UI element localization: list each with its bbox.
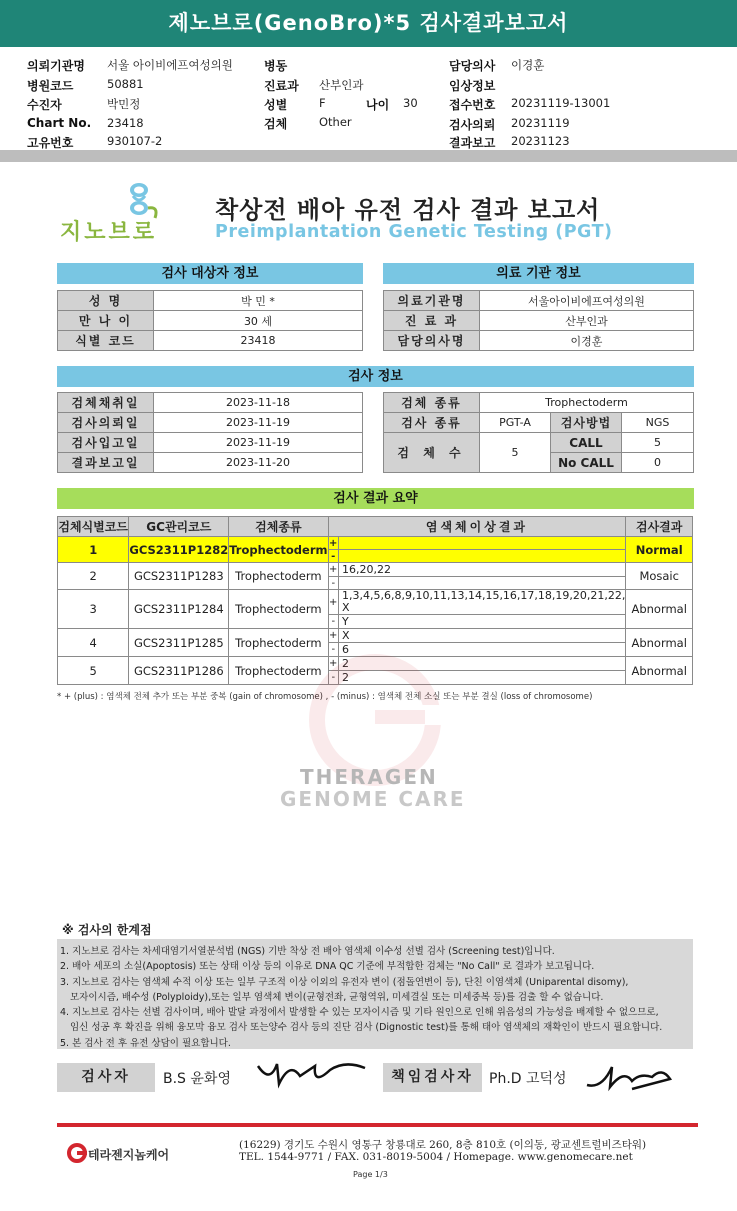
- test-info-title: 검사 정보: [57, 366, 694, 387]
- genobro-logo-text: 지노브로: [60, 220, 158, 245]
- row2-gc: GCS2311P1283: [129, 563, 229, 590]
- receipt-label: 접수번호: [449, 98, 496, 112]
- responsible-signature: [582, 1055, 677, 1095]
- limitation-line-2: 2. 배아 세포의 소실(Apoptosis) 또는 상태 이상 등의 이유로 DNA QC 기준에 부적합한 검체는 "No Call" 로 결과가 보고됩니다.: [60, 961, 595, 972]
- row2-id: 2: [58, 563, 129, 590]
- summary-title: 검사 결과 요약: [57, 488, 694, 509]
- test-type-value: PGT-A: [480, 413, 551, 433]
- row2-result: Mosaic: [626, 563, 693, 590]
- tester-label: 검사자: [57, 1063, 155, 1092]
- row4-id: 4: [58, 629, 129, 657]
- table-row: [58, 590, 693, 615]
- row3-plus-line2: X: [342, 601, 350, 614]
- doctor-value: 이경훈: [511, 58, 545, 72]
- collection-date-value: 2023-11-18: [154, 393, 363, 413]
- unique-no-value: 930107-2: [107, 134, 163, 148]
- row3-plus-line1: 1,3,4,5,6,8,9,10,11,13,14,15,16,17,18,19,20,21,22,: [342, 589, 626, 602]
- company-name: 테라젠지놈케어: [88, 1148, 170, 1162]
- col-test-result: 검사결과: [626, 517, 693, 537]
- report-label: 결과보고: [449, 136, 496, 150]
- test-spec-table: [383, 392, 694, 473]
- report-date-label: 결과보고일: [58, 453, 154, 473]
- specimen-value: Other: [319, 115, 352, 129]
- subject-id-label: 식별 코드: [58, 331, 154, 351]
- institution-info-title: 의료 기관 정보: [383, 263, 694, 284]
- row3-gc: GCS2311P1284: [129, 590, 229, 629]
- inst-name-value: 서울아이비에프여성의원: [480, 291, 694, 311]
- subject-id-value: 23418: [154, 331, 363, 351]
- test-type-label: 검사 종류: [384, 413, 480, 433]
- page-number: Page 1/3: [353, 1170, 388, 1179]
- institution-label: 의뢰기관명: [27, 59, 85, 73]
- specimen-type-value: Trophectoderm: [480, 393, 694, 413]
- request-value: 20231119: [511, 116, 570, 130]
- watermark-text-line1: THERAGEN: [300, 765, 438, 789]
- row5-plus-sign: +: [329, 658, 338, 669]
- institution-info-table: [383, 290, 694, 351]
- row4-gc: GCS2311P1285: [129, 629, 229, 657]
- specimen-count-label: 검 체 수: [384, 433, 480, 473]
- row5-gc: GCS2311P1286: [129, 657, 229, 685]
- test-dates-table: [57, 392, 363, 473]
- row2-minus-sign: -: [328, 577, 339, 590]
- limitation-line-4: 모자이시즘, 배수성 (Polyploidy),또는 일부 염색체 변이(균형전좌, 균형역위, 미세결실 또는 미세중복 등)를 검출 할 수 없습니다.: [70, 992, 604, 1003]
- specimen-count-value: 5: [480, 433, 551, 473]
- row4-minus-sign: -: [328, 643, 339, 657]
- row3-plus-sign: +: [328, 590, 339, 615]
- inst-doctor-value: 이경훈: [480, 331, 694, 351]
- row2-type: Trophectoderm: [229, 563, 328, 590]
- footer-divider: [57, 1123, 698, 1127]
- sex-value: F: [319, 96, 326, 110]
- row2-plus-chromosomes: 16,20,22: [339, 563, 626, 577]
- row2-minus-chromosomes: [339, 577, 626, 590]
- tester-name: B.S 윤화영: [163, 1071, 231, 1087]
- method-value: NGS: [622, 413, 694, 433]
- row1-result: Normal: [626, 537, 693, 563]
- results-footnote: * + (plus) : 염색체 전체 추가 또는 부분 중복 (gain of chromosome) , - (minus) : 염색체 전체 소실 또는 부분 결실 (loss of chromosome): [57, 692, 593, 702]
- chart-value: 23418: [107, 116, 144, 130]
- unique-no-label: 고유번호: [27, 136, 74, 150]
- patient-value: 박민정: [107, 97, 141, 111]
- nocall-value: 0: [622, 453, 694, 473]
- hospital-code-label: 병원코드: [27, 79, 74, 93]
- request-label: 검사의뢰: [449, 118, 496, 132]
- specimen-label: 검체: [264, 117, 288, 131]
- row1-minus-chromosomes: [339, 550, 626, 563]
- subject-name-label: 성 명: [58, 291, 154, 311]
- inst-doctor-label: 담당의사명: [384, 331, 480, 351]
- responsible-tester-name: Ph.D 고덕성: [489, 1071, 567, 1087]
- limitation-line-7: 5. 본 검사 전 후 유전 상담이 필요합니다.: [60, 1038, 231, 1049]
- row1-gc: GCS2311P1282: [129, 537, 229, 563]
- subject-info-title: 검사 대상자 정보: [57, 263, 363, 284]
- col-specimen-type: 검체종류: [229, 517, 328, 537]
- row3-plus-chromosomes: [339, 590, 626, 615]
- age-label: 나이: [366, 98, 390, 112]
- hospital-code-value: 50881: [107, 77, 144, 91]
- company-address: (16229) 경기도 수원시 영통구 창룡대로 260, 8층 810호 (이의동, 광교센트럴비즈타워): [239, 1139, 647, 1151]
- row5-result: Abnormal: [626, 657, 693, 685]
- specimen-type-label: 검체 종류: [384, 393, 480, 413]
- row2-plus-sign: +: [329, 564, 338, 575]
- limitations-title: ※ 검사의 한계점: [62, 923, 152, 937]
- report-title-english: Preimplantation Genetic Testing (PGT): [215, 222, 613, 242]
- tester-signature: [255, 1056, 370, 1091]
- row3-type: Trophectoderm: [229, 590, 328, 629]
- row5-minus-sign: -: [328, 671, 339, 685]
- inst-dept-label: 진 료 과: [384, 311, 480, 331]
- col-gc-code: GC관리코드: [129, 517, 229, 537]
- row4-type: Trophectoderm: [229, 629, 328, 657]
- call-value: 5: [622, 433, 694, 453]
- nocall-label: No CALL: [551, 453, 622, 473]
- dept-label: 진료과: [264, 79, 299, 93]
- report-date-value: 2023-11-20: [154, 453, 363, 473]
- row3-result: Abnormal: [626, 590, 693, 629]
- clinical-label: 임상정보: [449, 79, 496, 93]
- header-divider: [0, 150, 737, 162]
- row1-id: 1: [58, 537, 129, 563]
- row3-minus-sign: -: [328, 615, 339, 629]
- receipt-date-label: 검사입고일: [58, 433, 154, 453]
- row3-minus-chromosomes: Y: [339, 615, 626, 629]
- row5-minus-chromosomes: 2: [339, 671, 626, 685]
- col-specimen-id: 검체식별코드: [58, 517, 129, 537]
- row3-id: 3: [58, 590, 129, 629]
- method-label: 검사방법: [551, 413, 622, 433]
- col-chromosome-result: 염색체이상결과: [328, 517, 626, 537]
- ward-label: 병동: [264, 59, 288, 73]
- row1-plus-chromosomes: [339, 537, 626, 550]
- report-value: 20231123: [511, 134, 570, 148]
- row4-minus-chromosomes: 6: [339, 643, 626, 657]
- receipt-date-value: 2023-11-19: [154, 433, 363, 453]
- subject-age-label: 만 나 이: [58, 311, 154, 331]
- limitation-line-3: 3. 지노브로 검사는 염색체 수적 이상 또는 일부 구조적 이상 이외의 유전자 변이 (점돌연변이 등), 단친 이염색체 (Uniparental disomy),: [60, 977, 629, 988]
- theragen-logo-icon: [66, 1142, 88, 1164]
- limitation-line-5: 4. 지노브로 검사는 선별 검사이며, 배아 발달 과정에서 발생할 수 있는 모자이시즘 및 기타 원인으로 인해 위음성의 가능성을 배제할 수 없으므로,: [60, 1007, 659, 1018]
- call-label: CALL: [551, 433, 622, 453]
- row4-plus-sign: +: [329, 630, 338, 641]
- receipt-value: 20231119-13001: [511, 96, 611, 110]
- limitation-line-6: 임신 성공 후 확진을 위해 융모막 융모 검사 또는양수 검사 등의 진단 검사 (Dignostic test)를 통해 태아 염색체의 재확인이 반드시 필요합니다.: [70, 1022, 663, 1033]
- limitation-line-1: 1. 지노브로 검사는 차세대염기서열분석법 (NGS) 기반 착상 전 배아 염색체 이수성 선별 검사 (Screening test)입니다.: [60, 946, 555, 957]
- row5-plus-chromosomes: 2: [339, 657, 626, 671]
- row5-id: 5: [58, 657, 129, 685]
- table-row: [58, 563, 693, 577]
- inst-dept-value: 산부인과: [480, 311, 694, 331]
- subject-age-value: 30 세: [154, 311, 363, 331]
- row1-type: Trophectoderm: [229, 537, 328, 563]
- responsible-tester-label: 책임검사자: [383, 1063, 482, 1092]
- doctor-label: 담당의사: [449, 59, 496, 73]
- dept-value: 산부인과: [319, 78, 364, 92]
- patient-label: 수진자: [27, 98, 62, 112]
- row1-minus-sign: -: [328, 550, 339, 563]
- age-value: 30: [403, 96, 418, 110]
- row1-plus-sign: +: [329, 537, 338, 549]
- request-date-label: 검사의뢰일: [58, 413, 154, 433]
- report-header-title: 제노브로(GenoBro)*5 검사결과보고서: [0, 0, 737, 47]
- sex-label: 성별: [264, 98, 288, 112]
- row5-type: Trophectoderm: [229, 657, 328, 685]
- institution-value: 서울 아이비에프여성의원: [107, 58, 233, 72]
- row4-result: Abnormal: [626, 629, 693, 657]
- subject-name-value: 박 민 *: [154, 291, 363, 311]
- watermark-text-line2: GENOME CARE: [280, 787, 466, 811]
- request-date-value: 2023-11-19: [154, 413, 363, 433]
- table-row: [58, 537, 693, 550]
- chart-label: Chart No.: [27, 116, 92, 130]
- subject-info-table: [57, 290, 363, 351]
- company-contact: TEL. 1544-9771 / FAX. 031-8019-5004 / Homepage. www.genomecare.net: [239, 1151, 633, 1163]
- row4-plus-chromosomes: X: [339, 629, 626, 643]
- inst-name-label: 의료기관명: [384, 291, 480, 311]
- collection-date-label: 검체채취일: [58, 393, 154, 413]
- report-title-korean: 착상전 배아 유전 검사 결과 보고서: [215, 196, 601, 224]
- table-row: [58, 629, 693, 643]
